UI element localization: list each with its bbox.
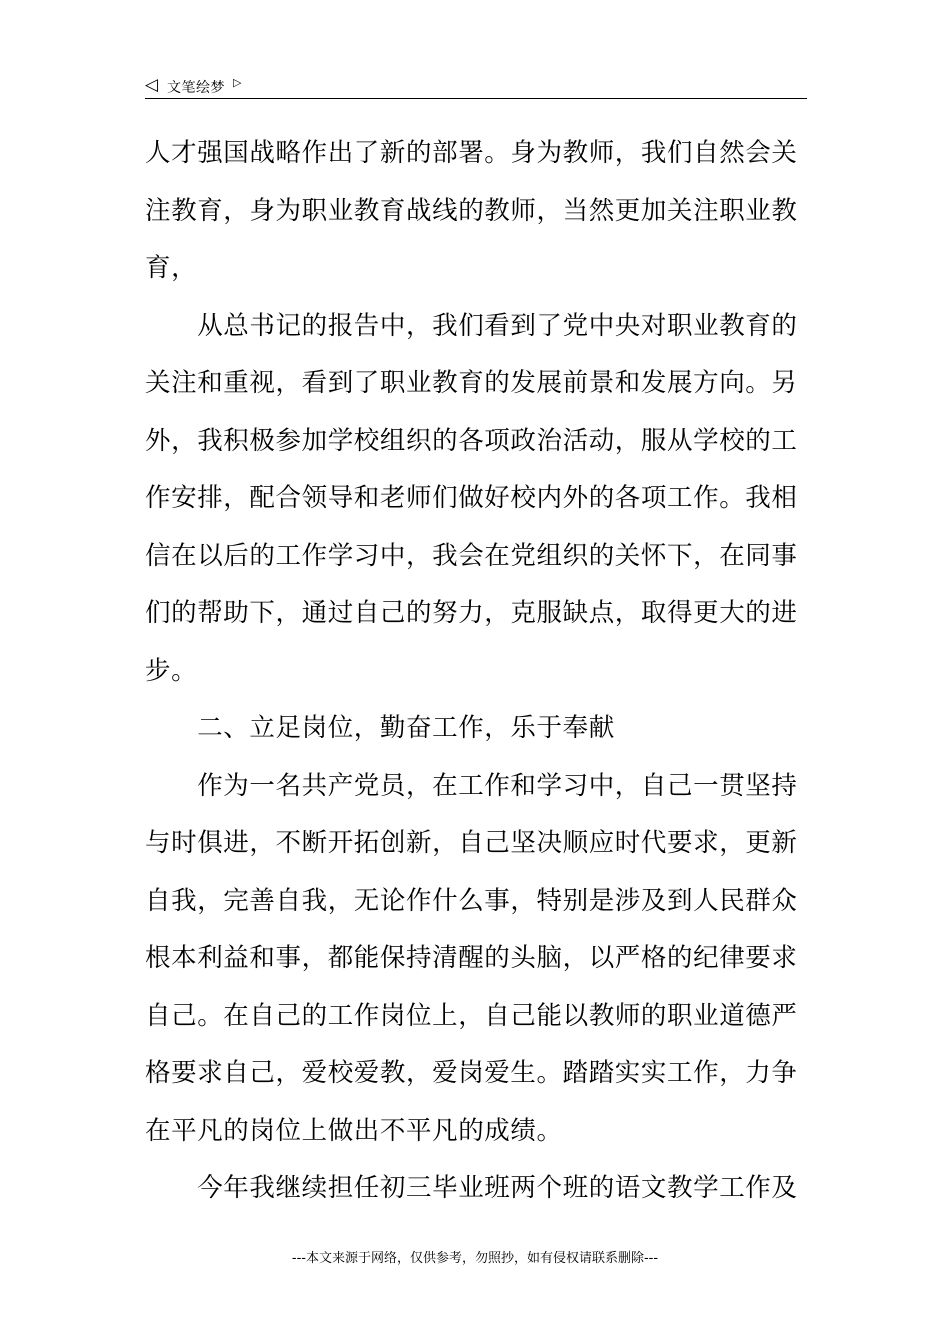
text-line: 们的帮助下，通过自己的努力，克服缺点，取得更大的进 [145, 598, 798, 628]
text-line: 从总书记的报告中，我们看到了党中央对职业教育的 [145, 310, 798, 341]
right-triangle-icon: ▷ [233, 76, 242, 89]
left-triangle-icon: ◁ [145, 75, 159, 95]
text-line: 注教育，身为职业教育战线的教师，当然更加关注职业教 [145, 195, 798, 226]
document-body [145, 130, 811, 1223]
section-heading: 二、立足岗位，勤奋工作，乐于奉献 [145, 713, 615, 743]
text-line: 今年我继续担任初三毕业班两个班的语文教学工作及 [145, 1173, 798, 1203]
text-line: 作安排，配合领导和老师们做好校内外的各项工作。我相 [145, 483, 798, 513]
text-line: 外，我积极参加学校组织的各项政治活动，服从学校的工 [145, 425, 798, 456]
page-footer: ---本文来源于网络，仅供参考，勿照抄，如有侵权请联系删除--- [291, 1251, 659, 1266]
text-line: 作为一名共产党员，在工作和学习中，自己一贯坚持 [145, 770, 798, 801]
text-line: 育， [145, 253, 198, 283]
text-line: 根本利益和事，都能保持清醒的头脑，以严格的纪律要求 [145, 943, 798, 973]
text-line: 步。 [145, 655, 198, 686]
text-line: 自己。在自己的工作岗位上，自己能以教师的职业道德严 [145, 1000, 798, 1031]
header-brand: 文笔绘梦 [167, 80, 225, 96]
text-line: 信在以后的工作学习中，我会在党组织的关怀下，在同事 [145, 540, 798, 571]
text-line: 人才强国战略作出了新的部署。身为教师，我们自然会关 [145, 138, 798, 168]
text-line: 关注和重视，看到了职业教育的发展前景和发展方向。另 [145, 368, 798, 398]
text-line: 在平凡的岗位上做出不平凡的成绩。 [145, 1115, 563, 1146]
text-line: 格要求自己，爱校爱教，爱岗爱生。踏踏实实工作，力争 [145, 1058, 798, 1088]
page-header [145, 72, 807, 99]
text-line: 与时俱进，不断开拓创新，自己坚决顺应时代要求，更新 [145, 828, 798, 858]
text-line: 自我，完善自我，无论作什么事，特别是涉及到人民群众 [145, 885, 798, 916]
